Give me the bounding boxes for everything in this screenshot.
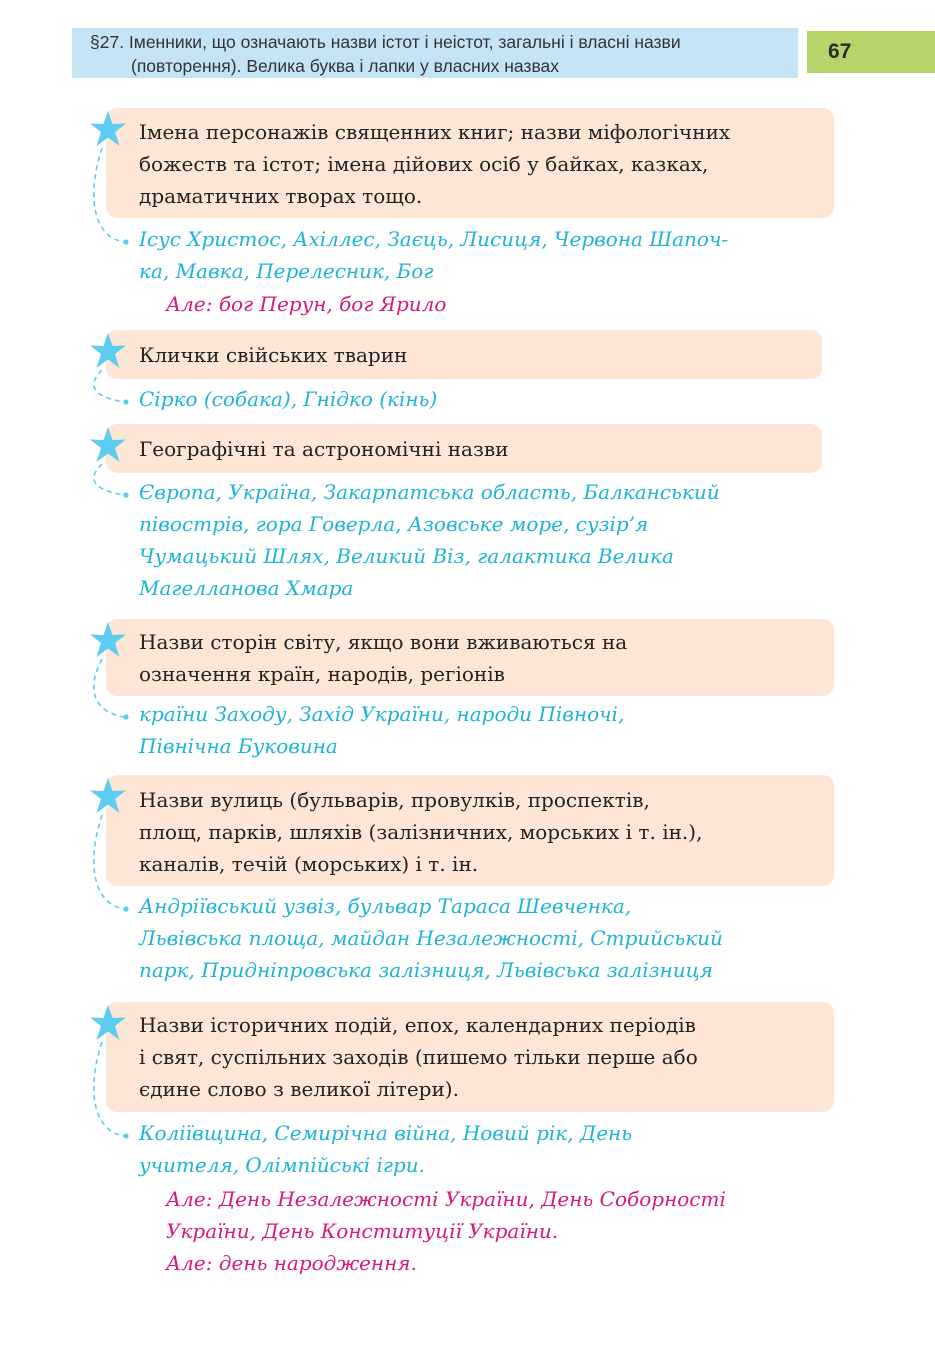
section-title (90, 30, 790, 78)
example-line: Ісус Христос, Ахіллес, Заєць, Лисиця, Червона Шапоч- (139, 227, 729, 251)
rule-text-line: Імена персонажів священних книг; назви міфологічних (139, 120, 731, 144)
rule-text-line: каналів, течій (морських) і т. ін. (139, 852, 479, 876)
star-icon (88, 621, 128, 661)
example-line: Європа, Україна, Закарпатська область, Балканський (139, 480, 720, 504)
dashed-connector (84, 464, 144, 499)
example-line: Львівська площа, майдан Незалежності, Стрийський (139, 926, 723, 950)
example-line: учителя, Олімпійські ігри. (139, 1153, 426, 1177)
rule-text-line: Клички свійських тварин (139, 343, 408, 367)
rule-text-line: Назви вулиць (бульварів, провулків, проспектів, (139, 788, 650, 812)
star-icon (88, 426, 128, 466)
section-title-line-1: §27. Іменники, що означають назви істот і неістот, загальні і власні назви (90, 32, 681, 52)
example-line: ка, Мавка, Перелесник, Бог (139, 259, 434, 283)
exception-line: Але: День Незалежності України, День Соборності (166, 1187, 726, 1211)
example-line: Андріївський узвіз, бульвар Тараса Шевченка, (139, 894, 632, 918)
example-line: Сірко (собака), Гнідко (кінь) (139, 387, 438, 411)
example-line: країни Заходу, Захід України, народи Півночі, (139, 702, 625, 726)
section-title-line-2: (повторення). Велика буква і лапки у власних назвах (131, 56, 560, 76)
rule-text-line: божеств та істот; імена дійових осіб у байках, казках, (139, 152, 709, 176)
page-number: 67 (807, 31, 935, 73)
rule-text-line: означення країн, народів, регіонів (139, 662, 505, 686)
rule-text-line: площ, парків, шляхів (залізничних, морських і т. ін.), (139, 820, 703, 844)
dashed-connector (84, 148, 144, 246)
dashed-connector (84, 1042, 144, 1140)
example-line: Коліївщина, Семирічна війна, Новий рік, День (139, 1121, 633, 1145)
star-icon (88, 110, 128, 150)
rule-text-line: Географічні та астрономічні назви (139, 437, 509, 461)
rule-text-line: єдине слово з великої літери). (139, 1077, 459, 1101)
example-line: півострів, гора Говерла, Азовське море, сузір’я (139, 512, 649, 536)
star-icon (88, 332, 128, 372)
rule-text-line: драматичних творах тощо. (139, 184, 423, 208)
star-icon (88, 1004, 128, 1044)
rule-text-line: Назви історичних подій, епох, календарних періодів (139, 1013, 696, 1037)
dashed-connector (84, 815, 144, 913)
example-line: парк, Придніпровська залізниця, Львівська залізниця (139, 958, 713, 982)
dashed-connector (84, 370, 144, 406)
rule-text-line: Назви сторін світу, якщо вони вживаються на (139, 630, 628, 654)
exception-line: Але: бог Перун, бог Ярило (166, 292, 447, 316)
star-icon (88, 777, 128, 817)
exception-line: України, День Конституції України. (166, 1219, 559, 1243)
exception-line: Але: день народження. (166, 1251, 417, 1275)
dashed-connector (84, 659, 144, 721)
example-line: Магелланова Хмара (139, 576, 354, 600)
example-line: Північна Буковина (139, 734, 338, 758)
example-line: Чумацький Шлях, Великий Віз, галактика Велика (139, 544, 674, 568)
rule-text-line: і свят, суспільних заходів (пишемо тільки перше або (139, 1045, 698, 1069)
